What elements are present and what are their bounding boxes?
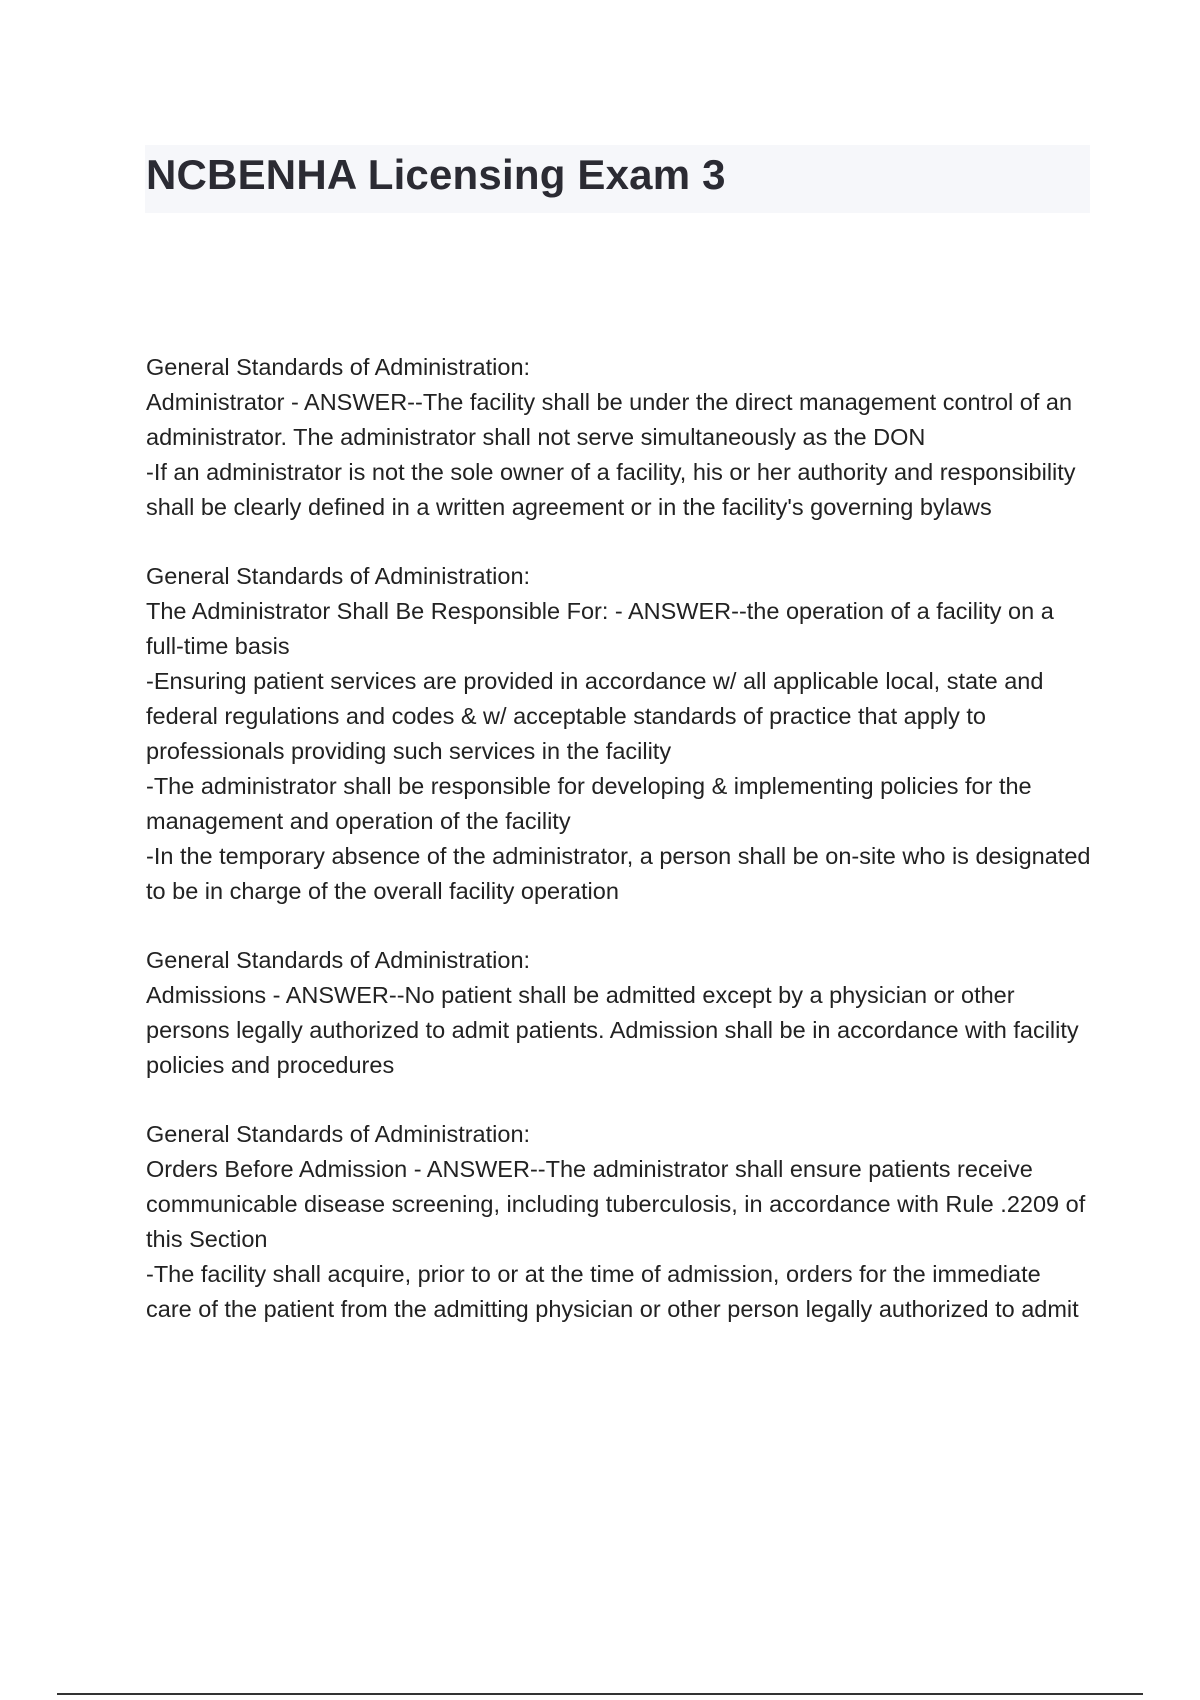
footer-divider bbox=[57, 1693, 1143, 1695]
qa-entry-orders-before-admission bbox=[146, 1117, 1091, 1327]
document-body bbox=[146, 350, 1091, 1361]
qa-entry-administrator bbox=[146, 350, 1091, 525]
entry-answer-detail: -The facility shall acquire, prior to or at the time of admission, orders for the immediate care of the patient from the admitting physician or other person legally authorized to admit bbox=[146, 1261, 1079, 1322]
entry-answer-detail: -In the temporary absence of the administrator, a person shall be on-site who is designated to be in charge of the overall facility operation bbox=[146, 843, 1091, 904]
qa-entry-admissions bbox=[146, 943, 1091, 1083]
page-title: NCBENHA Licensing Exam 3 bbox=[146, 151, 726, 198]
entry-answer: Administrator - ANSWER--The facility shall be under the direct management control of an administrator. The administrator shall not serve simultaneously as the DON bbox=[146, 389, 1073, 450]
entry-answer-detail: -If an administrator is not the sole owner of a facility, his or her authority and responsibility shall be clearly defined in a written agreement or in the facility's governing bylaws bbox=[146, 459, 1076, 520]
entry-category: General Standards of Administration: bbox=[146, 1121, 531, 1147]
entry-category: General Standards of Administration: bbox=[146, 563, 531, 589]
entry-answer: Orders Before Admission - ANSWER--The administrator shall ensure patients receive communicable disease screening, including tuberculosis, in accordance with Rule .2209 of this Section bbox=[146, 1156, 1086, 1252]
entry-answer-detail: -Ensuring patient services are provided in accordance w/ all applicable local, state and federal regulations and codes & w/ acceptable standards of practice that apply to professionals providing such services in the facility bbox=[146, 668, 1044, 764]
entry-category: General Standards of Administration: bbox=[146, 354, 531, 380]
entry-answer: The Administrator Shall Be Responsible For: - ANSWER--the operation of a facility on a full-time basis bbox=[146, 598, 1054, 659]
entry-answer: Admissions - ANSWER--No patient shall be admitted except by a physician or other persons legally authorized to admit patients. Admission shall be in accordance with facility policies and procedures bbox=[146, 982, 1079, 1078]
entry-answer-detail: -The administrator shall be responsible for developing & implementing policies for the management and operation of the facility bbox=[146, 773, 1032, 834]
entry-category: General Standards of Administration: bbox=[146, 947, 531, 973]
qa-entry-administrator-responsibilities bbox=[146, 559, 1091, 909]
